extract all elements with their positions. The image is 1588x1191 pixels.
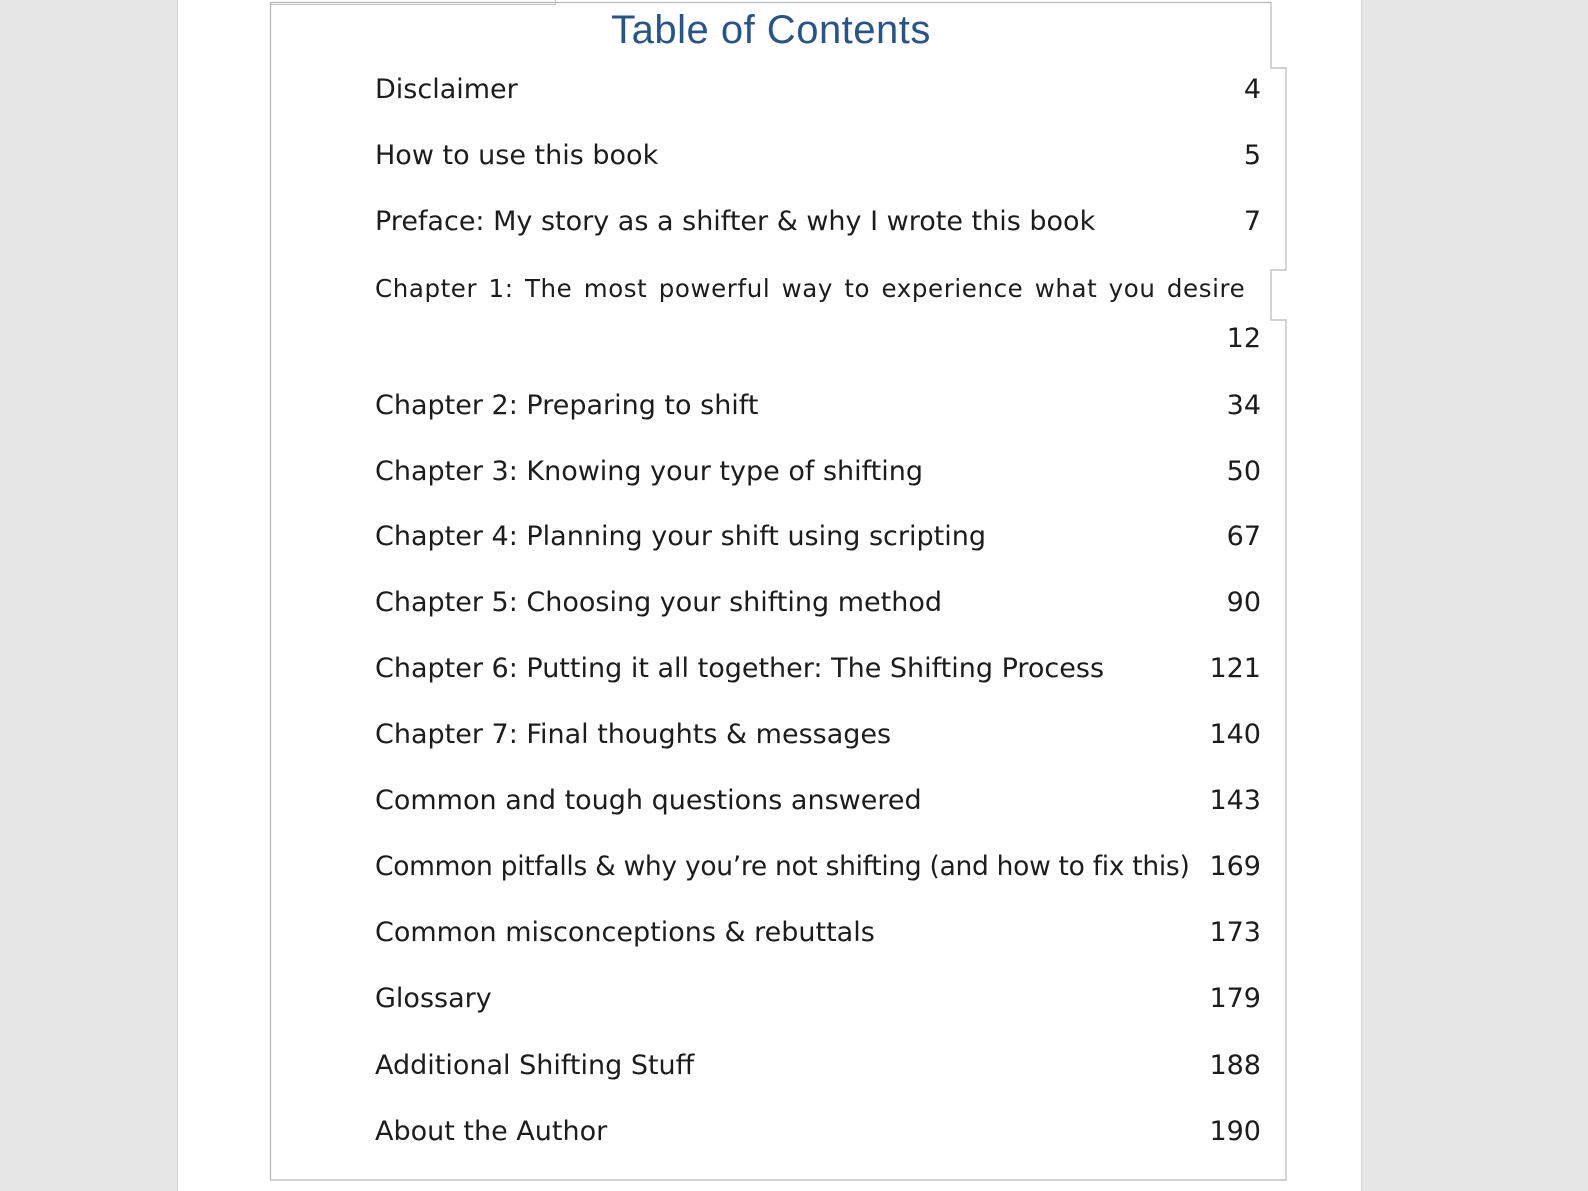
toc-entry-label: Chapter 5: Choosing your shifting method bbox=[375, 587, 942, 618]
toc-entry-page: 5 bbox=[1243, 140, 1261, 171]
toc-entry-page: 50 bbox=[1226, 456, 1261, 487]
toc-entry-label: Additional Shifting Stuff bbox=[375, 1050, 695, 1081]
toc-entry-label: Chapter 4: Planning your shift using scripting bbox=[375, 521, 986, 552]
toc-entry-label: Preface: My story as a shifter & why I wrote this book bbox=[375, 206, 1096, 237]
toc-entry-label: Chapter 2: Preparing to shift bbox=[375, 390, 759, 421]
toc-entry-label: Chapter 6: Putting it all together: The Shifting Process bbox=[375, 653, 1105, 684]
toc-entry-label: Chapter 3: Knowing your type of shifting bbox=[375, 456, 923, 487]
content-control-tab[interactable] bbox=[270, 0, 556, 5]
toc-entry-page: 121 bbox=[1209, 653, 1261, 684]
toc-entry-page: 12 bbox=[1226, 323, 1261, 354]
toc-entry-page: 7 bbox=[1243, 206, 1261, 237]
toc-entry-page: 188 bbox=[1209, 1050, 1261, 1081]
toc-entry-label: Common and tough questions answered bbox=[375, 785, 922, 816]
toc-entry-page: 190 bbox=[1209, 1116, 1261, 1147]
toc-entry-label: Chapter 7: Final thoughts & messages bbox=[375, 719, 892, 750]
toc-entry-page: 4 bbox=[1243, 74, 1261, 105]
toc-entry-page: 90 bbox=[1226, 587, 1261, 618]
toc-entry-page: 140 bbox=[1209, 719, 1261, 750]
toc-entry-label: How to use this book bbox=[375, 140, 659, 171]
toc-entry-page: 143 bbox=[1209, 785, 1261, 816]
toc-entry-page: 169 bbox=[1209, 851, 1261, 882]
toc-entry-page: 173 bbox=[1209, 917, 1261, 948]
toc-entry-label: Disclaimer bbox=[375, 74, 518, 105]
toc-entry-label: Chapter 1: The most powerful way to experience what you desire bbox=[375, 274, 1246, 303]
toc-entry-page: 179 bbox=[1209, 983, 1261, 1014]
toc-entry-page: 67 bbox=[1226, 521, 1261, 552]
toc-entry-label: Common misconceptions & rebuttals bbox=[375, 917, 875, 948]
toc-title: Table of Contents bbox=[611, 8, 931, 52]
toc-entry-label: About the Author bbox=[375, 1116, 608, 1147]
toc-entry-page: 34 bbox=[1226, 390, 1261, 421]
toc-entry-label: Common pitfalls & why you’re not shifting (and how to fix this) bbox=[375, 851, 1190, 882]
toc-entry-label: Glossary bbox=[375, 983, 492, 1014]
